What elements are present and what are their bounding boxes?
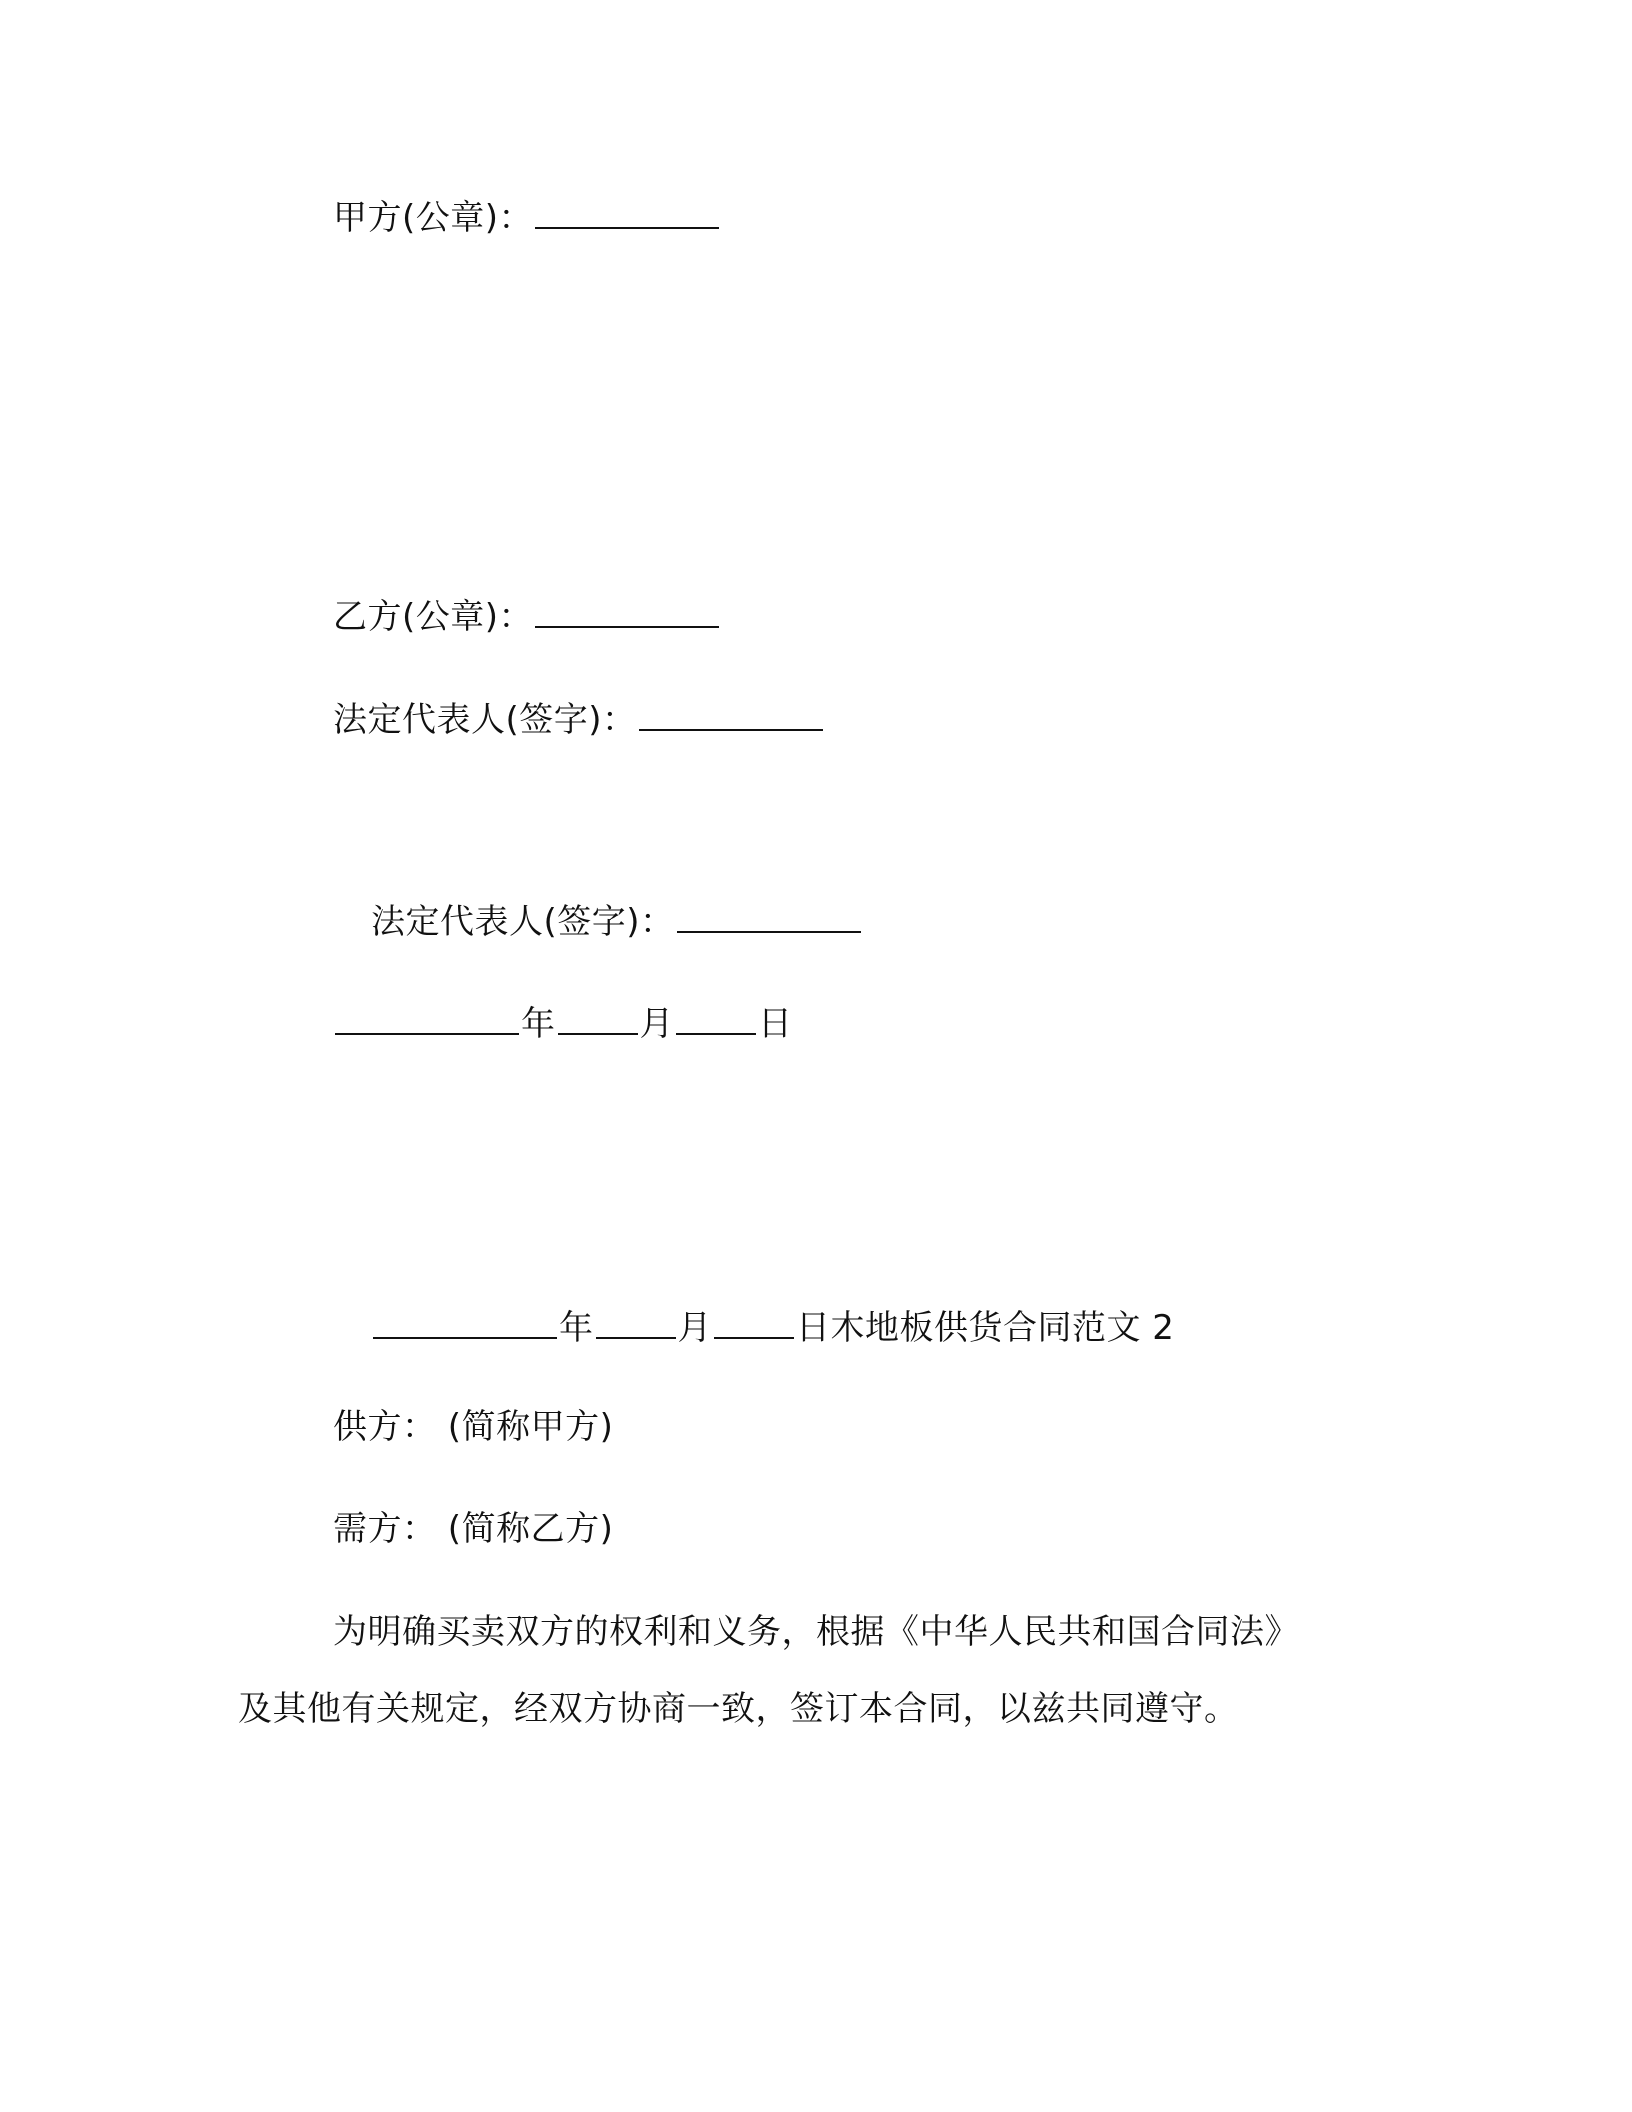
buyer-line: 需方： (简称乙方) [333, 1509, 614, 1549]
legal-rep-label-1: 法定代表人(签字)： [333, 700, 637, 740]
title-year-blank [373, 1305, 557, 1339]
party-b-seal-blank [535, 594, 719, 628]
party-a-seal-blank [535, 195, 719, 229]
title-month-label: 月 [677, 1308, 712, 1348]
year-label: 年 [521, 1004, 556, 1044]
intro-paragraph-line-2: 及其他有关规定，经双方协商一致，签订本合同，以兹共同遵守。 [238, 1689, 1239, 1729]
legal-rep-line-1 [333, 697, 825, 742]
legal-rep-blank-2 [677, 899, 861, 933]
day-label: 日 [758, 1004, 793, 1044]
day-blank [676, 1001, 756, 1035]
party-a-seal-line [333, 195, 721, 240]
legal-rep-label-2: 法定代表人(签字)： [371, 902, 675, 942]
title-day-blank [714, 1305, 794, 1339]
signing-date-line [333, 1001, 793, 1046]
legal-rep-line-2 [371, 899, 863, 944]
party-a-seal-label: 甲方(公章)： [333, 198, 534, 238]
month-label: 月 [639, 1004, 674, 1044]
party-b-seal-line [333, 594, 721, 639]
legal-rep-blank-1 [639, 697, 823, 731]
supplier-line: 供方： (简称甲方) [333, 1407, 614, 1447]
title-month-blank [596, 1305, 676, 1339]
intro-paragraph-line-1: 为明确买卖双方的权利和义务，根据《中华人民共和国合同法》 [333, 1612, 1299, 1652]
contract-title-line [371, 1305, 1174, 1350]
year-blank [335, 1001, 519, 1035]
party-b-seal-label: 乙方(公章)： [333, 597, 534, 637]
title-year-label: 年 [559, 1308, 594, 1348]
contract-title: 日木地板供货合同范文 2 [796, 1308, 1175, 1348]
month-blank [558, 1001, 638, 1035]
